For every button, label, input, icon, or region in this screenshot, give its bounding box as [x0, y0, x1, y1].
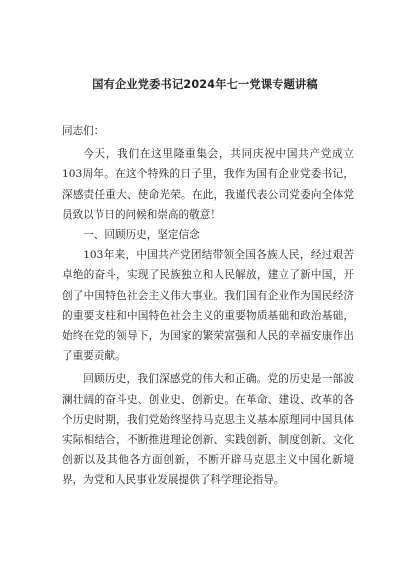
- paragraph-history: 103年来，中国共产党团结带领全国各族人民，经过艰苦卓绝的奋斗，实现了民族独立和人民解放，建立了新中国，开创了中国特色社会主义伟大事业。我们国有企业作为国民经济的重要支柱和中国特色社会主义的重要物质基础和政治基础，始终在党的领导下，为国家的繁荣富强和人民的幸福安康作出了重要贡献。: [62, 249, 354, 363]
- document-title: 国有企业党委书记2024年七一党课专题讲稿: [92, 78, 318, 91]
- paragraph-review: 回顾历史，我们深感党的伟大和正确。党的历史是一部波澜壮阔的奋斗史、创业史、创新史。在革命、建设、改革的各个历史时期，我们党始终坚持马克思主义基本原理同中国具体实际相结合，不断推进理论创新、实践创新、制度创新、文化创新以及其他各方面创新，不断开辟马克思主义中国化新境界，为党和人民事业发展提供了科学理论指导。: [62, 373, 354, 487]
- greeting: 同志们：: [62, 125, 105, 137]
- paragraph-opening: 今天，我们在这里隆重集会，共同庆祝中国共产党成立103周年。在这个特殊的日子里，我作为国有企业党委书记，深感责任重大、使命光荣。在此，我谨代表公司党委向全体党员致以节日的问候和崇高的敬意！: [62, 148, 354, 221]
- document-body: [62, 121, 354, 491]
- section-heading: 一、回顾历史，坚定信念: [83, 229, 200, 242]
